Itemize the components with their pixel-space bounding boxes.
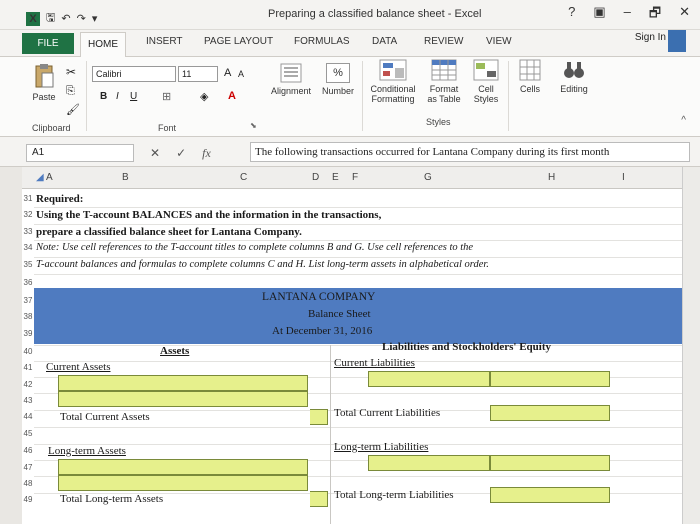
section-divider [330,345,331,524]
avatar[interactable] [668,30,686,52]
alignment-button[interactable] [262,63,320,96]
company-name: LANTANA COMPANY [262,291,376,303]
row-number[interactable]: 36 [23,278,33,287]
window-title: Preparing a classified balance sheet - Excel [268,8,482,20]
column-header-e[interactable]: E [332,172,339,183]
quick-access-toolbar [26,9,97,28]
font-name-select[interactable]: Calibri [92,66,176,82]
underline-button[interactable]: U [130,91,138,102]
tab-file[interactable]: FILE [22,33,74,54]
tab-review[interactable]: REVIEW [424,36,464,47]
ribbon-tabs [0,30,700,57]
cut-icon[interactable]: ✂ [66,65,77,79]
row-gridline [34,427,682,428]
row-number[interactable]: 31 [23,194,33,203]
row-number[interactable]: 42 [23,380,33,389]
current-asset-input[interactable] [58,391,308,407]
row-number[interactable]: 40 [23,347,33,356]
paste-button[interactable] [24,63,64,102]
conditional-formatting-button[interactable] [362,59,424,104]
total-long-term-liabilities-input[interactable] [490,487,610,503]
save-icon[interactable]: 🖫 [46,12,56,24]
editing-label: Editing [560,84,588,94]
editing-button[interactable] [552,59,596,94]
formula-input[interactable]: The following transactions occurred for Lantana Company during its first month [250,142,690,162]
format-as-table-button[interactable] [424,59,464,104]
row-number[interactable]: 43 [23,396,33,405]
spreadsheet-grid[interactable] [22,167,700,524]
cancel-icon[interactable]: ✕ [150,146,161,160]
excel-logo-icon: X [26,12,40,26]
total-long-term-assets-input[interactable] [310,491,328,507]
row-number[interactable]: 38 [23,312,33,321]
grow-font-button[interactable]: A [224,67,232,79]
liabilities-equity-heading: Liabilities and Stockholders' Equity [382,341,552,353]
shrink-font-button[interactable]: A [238,69,245,79]
tab-view[interactable]: VIEW [486,36,512,47]
long-term-liability-input[interactable] [368,455,490,471]
column-header-c[interactable]: C [240,172,248,183]
paste-label: Paste [32,92,56,102]
row-gridline [34,274,682,275]
borders-icon[interactable]: ⊞ [162,91,172,103]
total-current-assets-label: Total Current Assets [60,411,150,423]
row-gridline [34,207,682,208]
total-long-term-assets-label: Total Long-term Assets [60,493,164,505]
long-term-assets-label: Long-term Assets [48,445,126,457]
total-long-term-liabilities-label: Total Long-term Liabilities [334,489,454,501]
collapse-ribbon-icon[interactable]: ^ [681,115,686,126]
long-term-liability-amount-input[interactable] [490,455,610,471]
statement-title: Balance Sheet [308,308,371,320]
tab-home[interactable]: HOME [80,32,126,58]
styles-group-label: Styles [426,117,451,127]
total-current-liabilities-label: Total Current Liabilities [334,407,441,419]
current-liability-input[interactable] [368,371,490,387]
clipboard-group-label: Clipboard [32,123,71,133]
title-bar [0,0,700,30]
formula-bar [0,137,700,167]
group-divider [508,61,509,131]
total-current-assets-input[interactable] [310,409,328,425]
instruction-line: prepare a classified balance sheet for Lantana Company. [36,226,302,238]
row-number[interactable]: 34 [23,243,33,252]
current-assets-label: Current Assets [46,361,111,373]
column-header-i[interactable]: I [622,172,625,183]
cell-styles-icon [473,59,499,81]
long-term-asset-input[interactable] [58,459,308,475]
tab-formulas[interactable]: FORMULAS [294,36,350,47]
paste-icon [33,63,55,89]
alignment-label: Alignment [270,86,312,96]
column-header-a[interactable]: A [46,172,53,183]
row-number[interactable]: 33 [23,227,33,236]
row-number[interactable]: 39 [23,329,33,338]
column-header-b[interactable]: B [122,172,129,183]
column-header-g[interactable]: G [424,172,432,183]
row-gridline [34,224,682,225]
conditional-formatting-label: Conditional Formatting [370,84,416,104]
current-liabilities-label: Current Liabilities [334,357,415,369]
help-icon[interactable]: ? [568,4,576,19]
row-number[interactable]: 48 [23,479,33,488]
note-line: Note: Use cell references to the T-account titles to complete columns B and G. Use cell references to the [36,242,474,253]
alignment-icon [280,63,302,83]
format-as-table-label: Format as Table [427,84,461,104]
cell-styles-label: Cell Styles [473,84,499,104]
redo-icon[interactable]: ↷ [76,13,86,25]
insert-function-icon[interactable]: fx [202,146,211,160]
binoculars-icon [563,59,585,81]
tab-data[interactable]: DATA [372,36,398,47]
row-number[interactable]: 37 [23,296,33,305]
number-button[interactable] [316,63,360,96]
formula-bar-buttons [150,146,211,161]
font-color-icon[interactable]: A [228,90,236,102]
row-gridline [34,345,682,346]
cell-styles-button[interactable] [466,59,506,104]
format-as-table-icon [431,59,457,81]
row-number[interactable]: 45 [23,429,33,438]
row-number[interactable]: 47 [23,463,33,472]
number-label: Number [321,86,354,96]
row-number[interactable]: 44 [23,412,33,421]
format-painter-icon[interactable]: 🖌 [66,104,80,116]
row-number[interactable]: 32 [23,210,33,219]
row-number[interactable]: 35 [23,260,33,269]
cells-icon [519,59,541,81]
column-header-f[interactable]: F [352,172,359,183]
name-box[interactable]: A1 [26,144,134,162]
close-icon[interactable]: ✕ [679,4,690,19]
long-term-asset-input[interactable] [58,475,308,491]
customize-qat-icon[interactable]: ▾ [91,13,98,25]
row-gridline [34,257,682,258]
cells-button[interactable] [512,59,548,94]
instruction-line: Using the T-account BALANCES and the information in the transactions, [36,209,382,221]
long-term-liabilities-label: Long-term Liabilities [334,441,429,453]
enter-icon[interactable]: ✓ [176,146,187,160]
copy-icon[interactable]: ⎘ [66,85,75,97]
window-controls [568,4,690,26]
font-size-select[interactable]: 11 [178,66,218,82]
select-all-corner[interactable]: ◢ [36,172,44,183]
statement-date: At December 31, 2016 [272,325,373,337]
assets-heading: Assets [160,345,190,357]
italic-button[interactable]: I [116,91,119,102]
undo-icon[interactable]: ↶ [61,13,71,25]
restore-icon[interactable]: 🗗 [648,5,662,20]
minimize-icon[interactable]: – [623,4,631,19]
column-header-d[interactable]: D [312,172,320,183]
font-dialog-launcher-icon[interactable]: ⬊ [250,121,257,130]
column-headers [22,167,682,189]
vertical-scrollbar[interactable] [682,167,700,524]
ribbon-home [0,57,700,137]
fill-color-icon[interactable]: ◈ [200,91,209,103]
cells-label: Cells [519,84,540,94]
conditional-formatting-icon [379,59,407,81]
tab-page-layout[interactable]: PAGE LAYOUT [204,36,274,47]
group-divider [86,61,87,131]
current-asset-input[interactable] [58,375,308,391]
ribbon-display-icon[interactable]: ▣ [593,4,606,19]
percent-icon: % [326,63,350,83]
font-group-label: Font [158,123,177,133]
column-header-h[interactable]: H [548,172,556,183]
tab-insert[interactable]: INSERT [146,36,183,47]
row-number[interactable]: 41 [23,363,33,372]
sign-in-link[interactable]: Sign In [634,32,666,43]
total-current-liabilities-input[interactable] [490,405,610,421]
row-number[interactable]: 49 [23,495,33,504]
row-number[interactable]: 46 [23,446,33,455]
required-heading: Required: [36,193,84,205]
bold-button[interactable]: B [100,91,108,102]
note-line: T-account balances and formulas to complete columns C and H. List long-term assets in alphabetical order. [36,259,489,270]
row-gridline [34,240,682,241]
current-liability-amount-input[interactable] [490,371,610,387]
